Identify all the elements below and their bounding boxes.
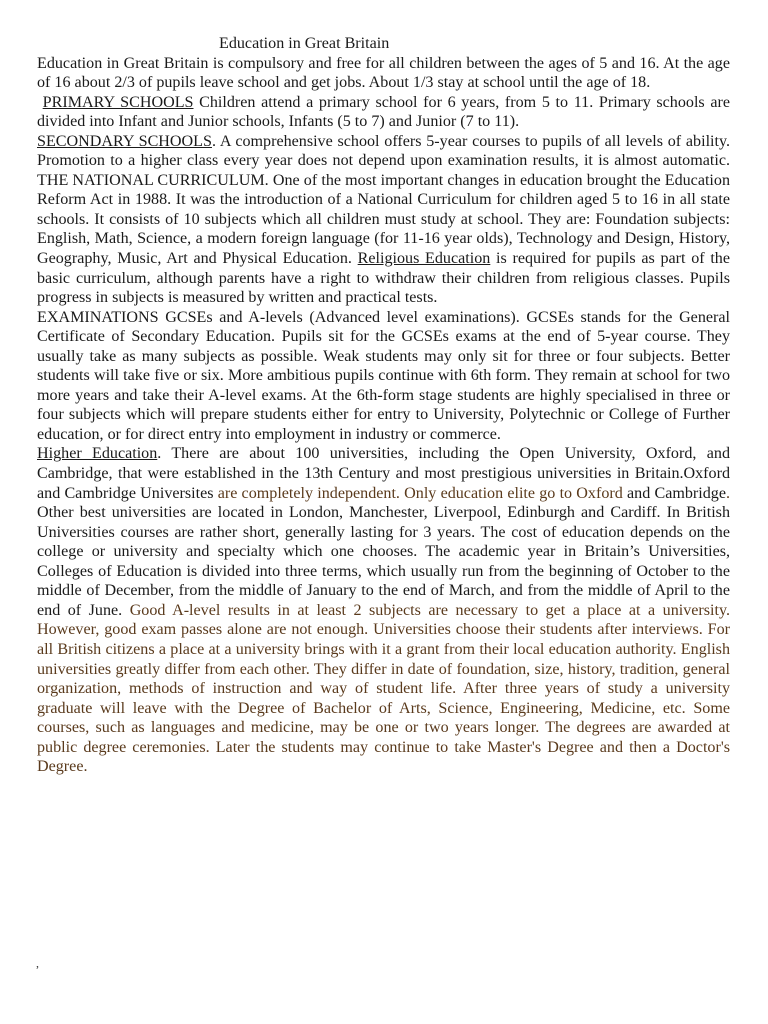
examinations-section: EXAMINATIONS GCSEs and A-levels (Advanced level examinations). GCSEs stands for the General Certificate of Secondary Education. Pupils sit for the GCSEs exams at the end of 5-year course. They usually take as many subjects as possible. Weak students may only sit for three or four subjects. Better students will take five or six. More ambitious pupils continue with 6th form. They remain at school for two more years and take their A-level exams. At the 6th-form stage students are highly specialised in three or four subjects which will prepare students either for entry to University, Polytechnic or College of Further education, or for direct entry into employment in industry or commerce. — [37, 308, 730, 443]
higher-education-highlight-1: are completely independent. Only education elite go to Oxford — [213, 484, 623, 502]
primary-schools-text: Children attend a primary school for 6 years, from 5 to 11. Primary schools are divided into Infant and Junior schools, Infants (5 to 7) and Junior (7 to 11). — [37, 93, 730, 131]
document-page — [37, 34, 730, 777]
higher-education-section — [37, 445, 730, 775]
secondary-schools-text-end: is required for pupils as part of the basic curriculum, although parents have a right to withdraw their children from religious classes. Pupils progress in subjects is measured by written and practical tests. — [37, 250, 730, 307]
religious-education-link: Religious Education — [357, 250, 491, 268]
higher-education-text-2: and Cambridge — [622, 484, 726, 502]
primary-section — [37, 94, 730, 131]
higher-education-text-3: Other best universities are located in London, Manchester, Liverpool, Edinburgh and Cardiff. In British Universities courses are rather short, generally lasting for 3 years. The cost of education depends on the college or university and specialty which one chooses. The academic year in Britain’s Universities, Colleges of Education is divided into three terms, which usually run from the beginning of October to the middle of December, from the middle of January to the end of March, and from the middle of April to the end of June. — [37, 504, 730, 619]
secondary-section — [37, 133, 730, 306]
secondary-schools-text: . A comprehensive school offers 5-year courses to pupils of all levels of ability. Promotion to a higher class every year does not depend upon examination results, it is almost automatic. THE NATIONAL CURRICULUM. One of the most important changes in education brought the Education Reform Act in 1988. It was the introduction of a National Curriculum for children aged 5 to 16 in all state schools. It consists of 10 subjects which all children must study at school. They are: Foundation subjects: English, Math, Science, a modern foreign language (for 11-16 year olds), Technology and Design, History, Geography, Music, Art and Physical Education. — [37, 132, 731, 268]
footer-mark: , — [36, 956, 39, 970]
higher-education-heading: Higher Education — [37, 445, 158, 463]
higher-education-text-1: . There are about 100 universities, including the Open University, Oxford, and Cambridge, that were established in the 13th Century and most prestigious universities in Britain.Oxford and Cambridge Universites — [37, 445, 730, 502]
primary-schools-heading: PRIMARY SCHOOLS — [42, 93, 194, 111]
higher-education-highlight-3: Good A-level results in at least 2 subjects are necessary to get a place at a university. However, good exam passes alone are not enough. Universities choose their students after interviews. For all British citizens a place at a university brings with it a grant from their local education authority. English universities greatly differ from each other. They differ in date of foundation, size, history, tradition, general organization, methods of instruction and way of student life. After three years of study a university graduate will leave with the Degree of Bachelor of Arts, Science, Engineering, Medicine, etc. Some courses, such as languages and medicine, may be one or two years longer. The degrees are awarded at public degree ceremonies. Later the students may continue to take Master's Degree and then a Doctor's Degree. — [37, 601, 730, 776]
secondary-schools-heading: SECONDARY SCHOOLS — [37, 132, 212, 150]
intro-text: Education in Great Britain is compulsory and free for all children between the ages of 5 and 16. At the age of 16 about 2/3 of pupils leave school and get jobs. About 1/3 stay at school until the age of 18. — [37, 54, 730, 92]
document-title: Education in Great Britain — [219, 35, 390, 52]
intro-paragraph — [37, 54, 730, 777]
higher-education-highlight-2: . — [725, 484, 731, 502]
